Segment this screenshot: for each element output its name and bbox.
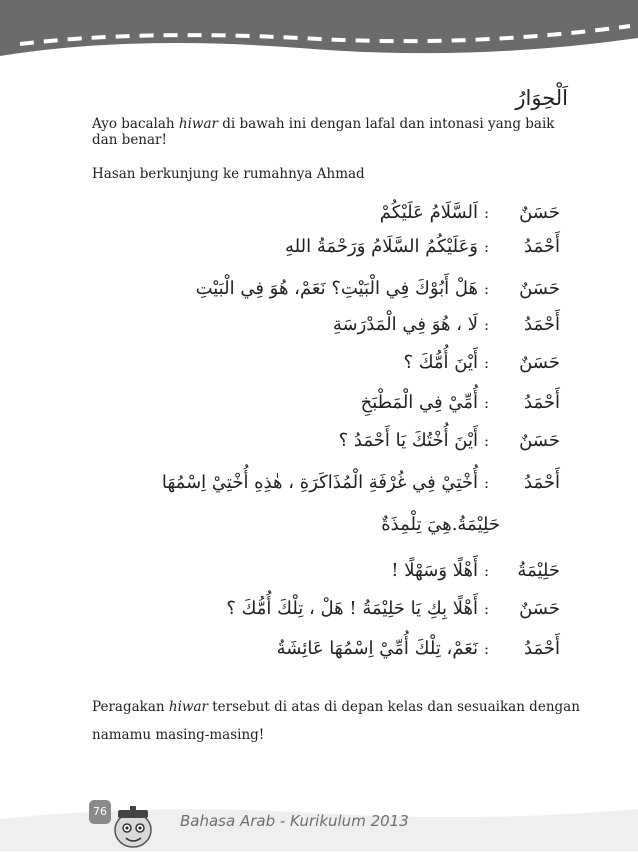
top-decorative-band [0,0,638,60]
speaker-name: حَسَنٌ [519,202,560,223]
speaker-name: أَحْمَدُ [524,236,560,257]
utterance: نَعَمْ، تِلْكَ أُمِّيْ اِسْمُهَا عَائِشَةُ [276,638,478,659]
dialogue-row [0,314,638,344]
utterance: أُخْتِيْ فِي غُرْفَةِ الْمُذَاكَرَةِ ، هٰذِهِ أُخْتِيْ اِسْمُهَا [161,472,478,493]
utterance: هَلْ أَبُوْكَ فِي الْبَيْتِ؟ نَعَمْ، هُوَ فِي الْبَيْتِ [195,278,478,299]
colon: : [484,354,490,372]
dialogue-row [0,278,638,308]
utterance: أَهْلًا وَسَهْلًا ! [391,560,478,581]
dialogue-row [0,560,638,590]
dialogue-row [0,638,638,668]
colon: : [484,432,490,450]
speaker-name: حَسَنٌ [519,598,560,619]
colon: : [484,394,490,412]
speaker-name: أَحْمَدُ [524,472,560,493]
speaker-name: حَلِيْمَةُ [517,560,560,581]
colon: : [484,238,490,256]
colon: : [484,280,490,298]
utterance: أَيْنَ أُمُّكَ ؟ [403,352,478,373]
colon: : [484,316,490,334]
speaker-name: أَحْمَدُ [524,638,560,659]
utterance: أَهْلًا بِكِ يَا حَلِيْمَةُ ! هَلْ ، تِلْكَ أُمُّكَ ؟ [226,598,478,619]
narration-text: حَلِيْمَةُ.هِيَ تِلْمِذَةٌ [381,514,500,535]
dialogue-row [0,352,638,382]
colon: : [484,204,490,222]
colon: : [484,474,490,492]
utterance: لَا ، هُوَ فِي الْمَدْرَسَةِ [332,314,478,335]
utterance: وَعَلَيْكُمُ السَّلَامُ وَرَحْمَةُ اللهِ [285,236,478,257]
instruction-text: Ayo bacalah hiwar di bawah ini dengan lafal dan intonasi yang baik dan benar! [92,116,555,148]
dialogue-row [0,202,638,232]
colon: : [484,562,490,580]
dialogue-row [0,472,638,502]
colon: : [484,640,490,658]
dialogue-row [0,430,638,460]
speaker-name: حَسَنٌ [519,430,560,451]
closing-instruction: Peragakan hiwar tersebut di atas di depan kelas dan sesuaikan dengan namamu masing-masing! [92,699,580,743]
colon: : [484,600,490,618]
narration-row [0,514,638,544]
dialogue-row [0,392,638,422]
utterance: أُمِّيْ فِي الْمَطْبَخِ [360,392,478,413]
dialogue-row [0,236,638,266]
section-heading: اَلْحِوَارُ [515,86,568,110]
speaker-name: حَسَنٌ [519,352,560,373]
speaker-name: حَسَنٌ [519,278,560,299]
dialogue-row [0,598,638,628]
speaker-name: أَحْمَدُ [524,314,560,335]
utterance: اَلسَّلَامُ عَلَيْكُمْ [379,202,478,223]
utterance: أَيْنَ أُخْتُكَ يَا أَحْمَدُ ؟ [338,430,478,451]
footer-title: Bahasa Arab - Kurikulum 2013 [180,812,409,830]
intro-text: Hasan berkunjung ke rumahnya Ahmad [92,166,365,182]
page-number: 76 [89,800,111,824]
speaker-name: أَحْمَدُ [524,392,560,413]
